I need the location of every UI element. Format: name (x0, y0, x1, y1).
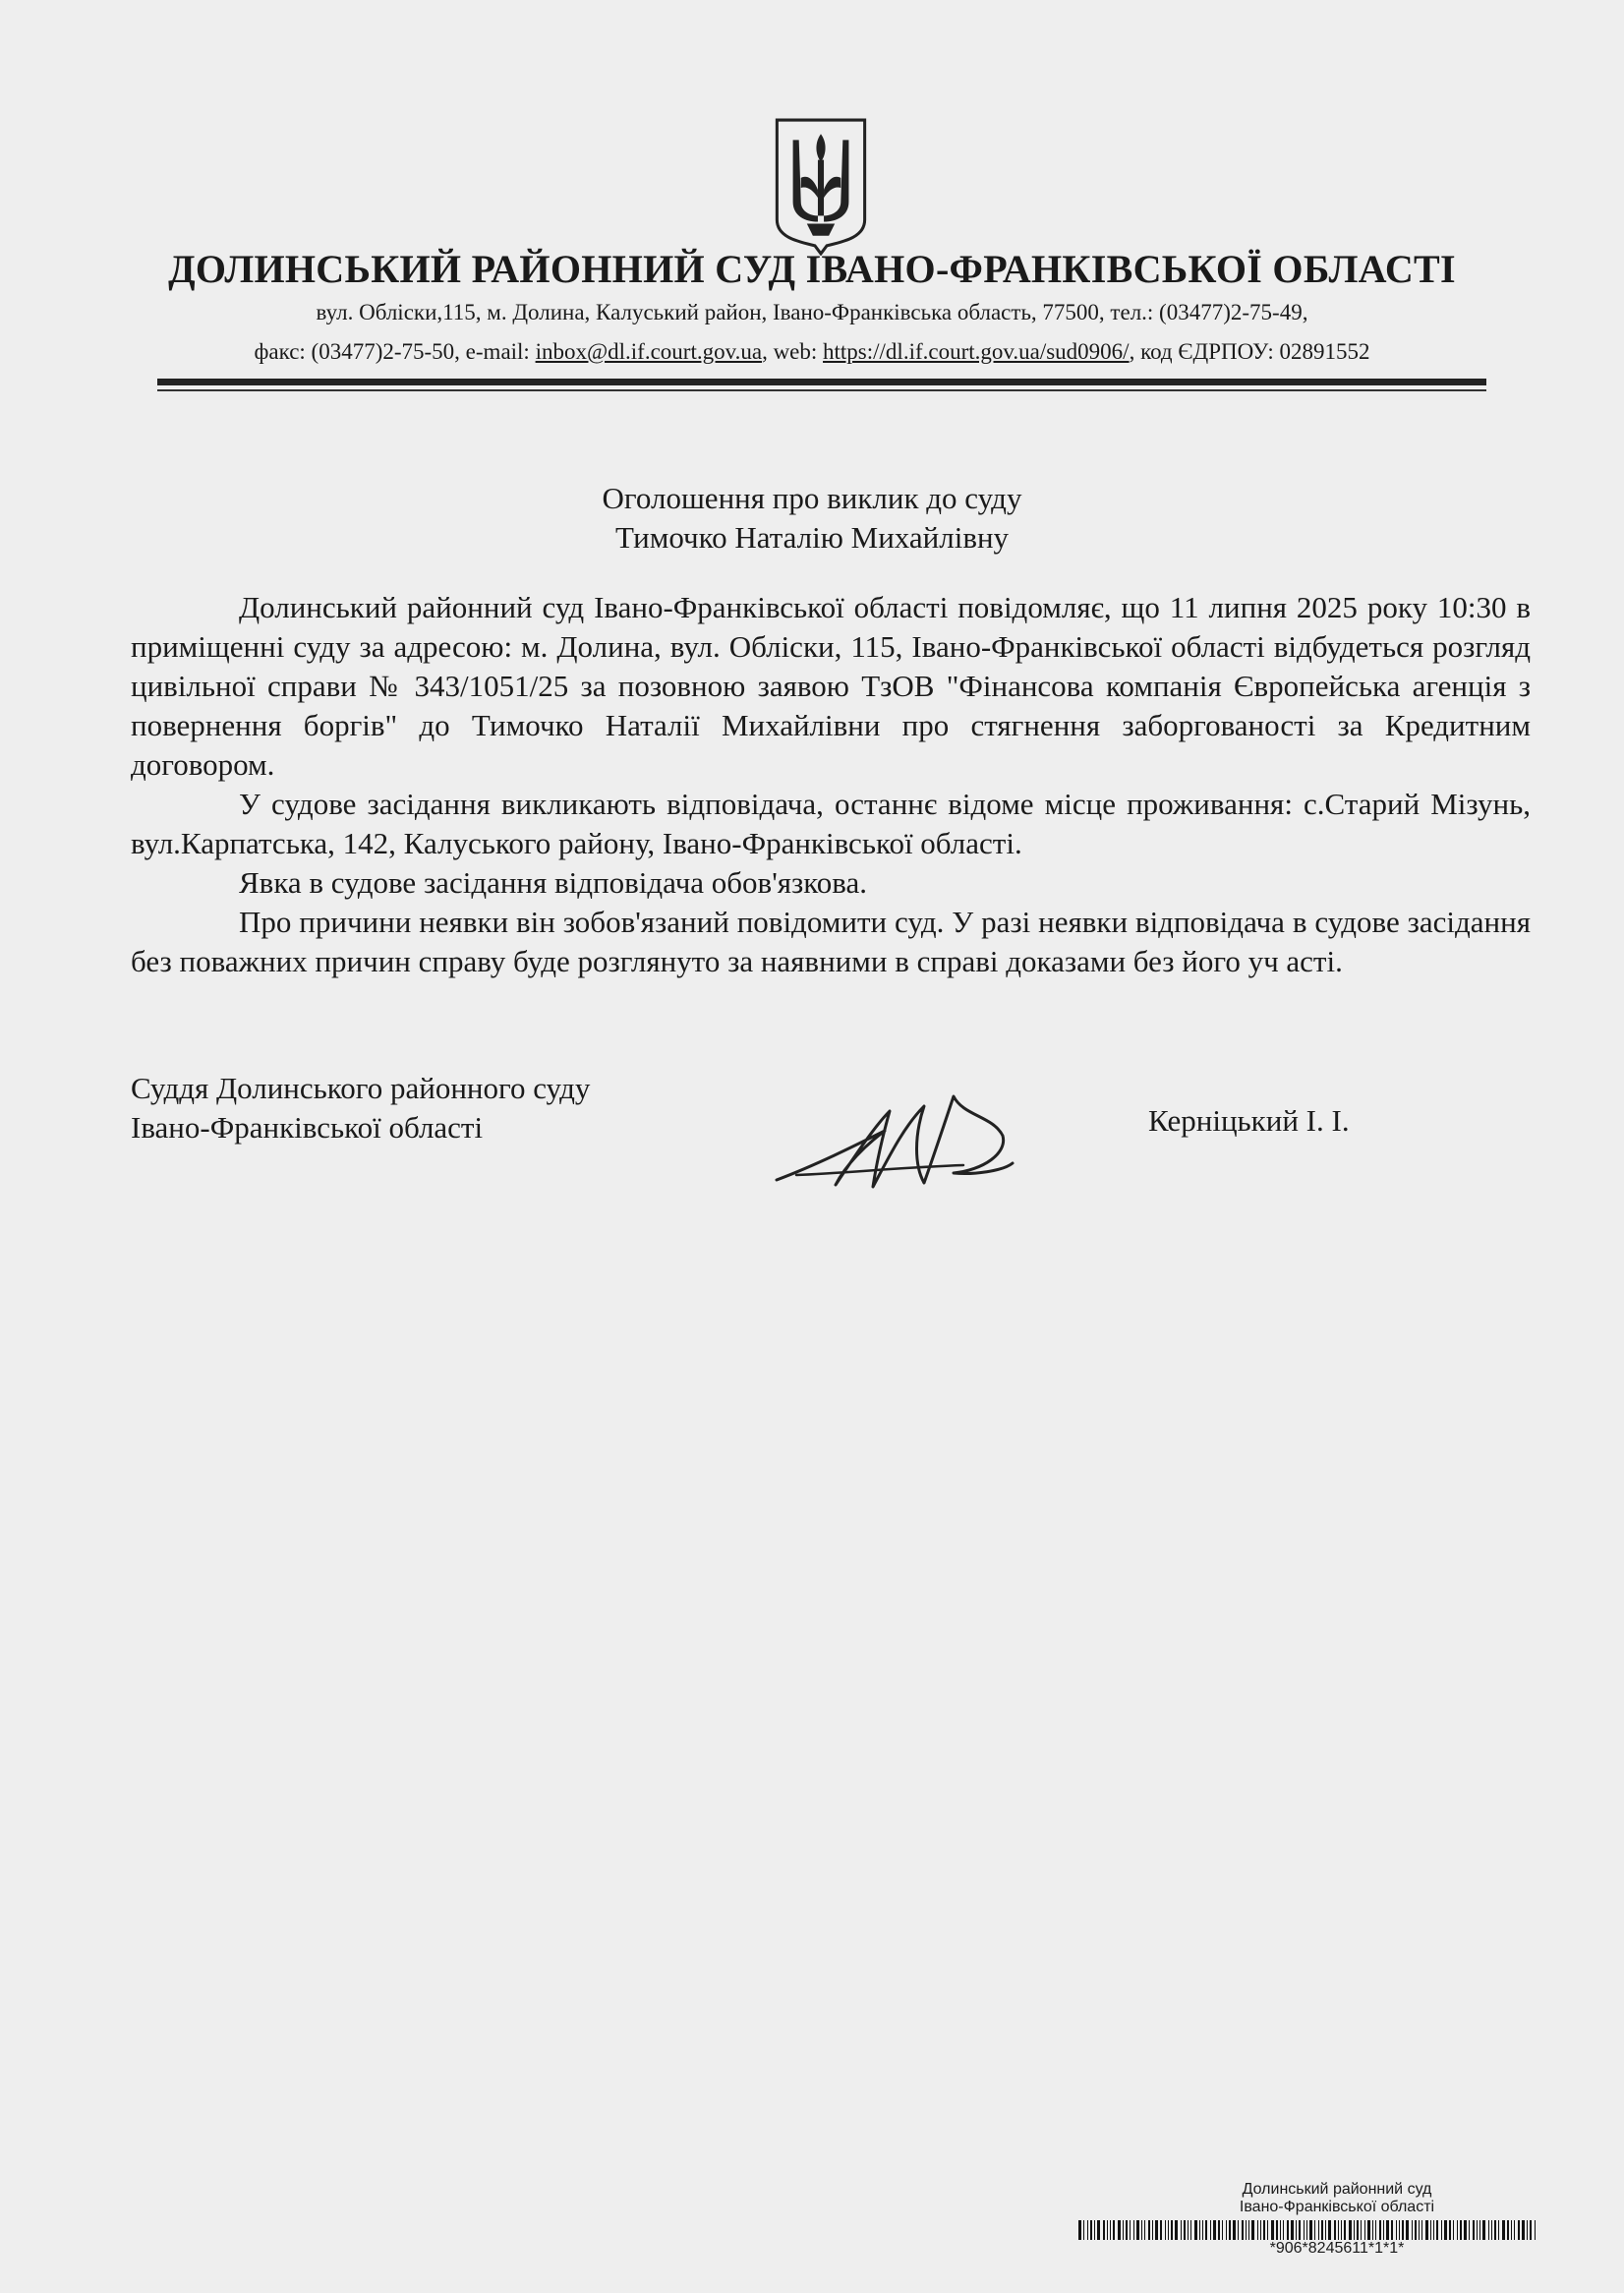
barcode-bar (1444, 2220, 1447, 2240)
barcode-bar (1251, 2220, 1254, 2240)
barcode-bar (1194, 2220, 1197, 2240)
barcode-bar (1226, 2220, 1227, 2240)
barcode-bar (1155, 2220, 1158, 2240)
barcode-bar (1218, 2220, 1220, 2240)
barcode-bar (1213, 2220, 1216, 2240)
barcode-bar (1441, 2220, 1442, 2240)
barcode-bar (1314, 2220, 1315, 2240)
barcode-bar (1460, 2220, 1462, 2240)
barcode-bar (1283, 2220, 1284, 2240)
barcode-bar (1113, 2220, 1115, 2240)
barcode-bar (1430, 2220, 1431, 2240)
barcode-bar (1210, 2220, 1211, 2240)
barcode-bar (1383, 2220, 1384, 2240)
barcode-bar (1103, 2220, 1105, 2240)
barcode-bar (1175, 2220, 1178, 2240)
barcode-bar (1287, 2220, 1289, 2240)
barcode-bar (1433, 2220, 1434, 2240)
barcode-bar (1123, 2220, 1124, 2240)
barcode-bar (1349, 2220, 1352, 2240)
barcode-bar (1488, 2220, 1489, 2240)
barcode-bar (1507, 2220, 1509, 2240)
judge-title-line: Суддя Долинського районного суду (131, 1071, 591, 1105)
barcode-bar (1449, 2220, 1451, 2240)
barcode-bar (1107, 2220, 1108, 2240)
judge-name: Керніцький І. І. (1148, 1103, 1350, 1138)
barcode-bar (1087, 2220, 1088, 2240)
barcode-bar (1083, 2220, 1084, 2240)
barcode-bar (1514, 2220, 1515, 2240)
barcode-bar (1357, 2220, 1359, 2240)
barcode-bar (1421, 2220, 1422, 2240)
notice-body (131, 588, 1531, 981)
notice-addressee: Тимочко Наталію Михайлівну (614, 520, 1010, 555)
barcode-bar (1306, 2220, 1307, 2240)
barcode-bar (1184, 2220, 1186, 2240)
barcode-bar (1263, 2220, 1265, 2240)
barcode-number: *906*8245611*1*1* (1269, 2240, 1405, 2257)
barcode-bar (1406, 2220, 1409, 2240)
edrpou-code: , код ЄДРПОУ: 02891552 (1129, 339, 1370, 364)
barcode-bar (1464, 2220, 1467, 2240)
barcode-bar (1535, 2220, 1536, 2240)
website-link[interactable]: https://dl.if.court.gov.ua/sud0906/ (823, 339, 1130, 364)
barcode-bar (1419, 2220, 1420, 2240)
barcode-bar (1415, 2220, 1417, 2240)
barcode-bar (1181, 2220, 1182, 2240)
notice-title: Оголошення про виклик до суду (602, 481, 1022, 515)
barcode-bar (1518, 2220, 1520, 2240)
barcode-bar (1248, 2220, 1249, 2240)
barcode-bar (1341, 2220, 1342, 2240)
barcode-bar (1090, 2220, 1092, 2240)
barcode-bar (1168, 2220, 1169, 2240)
barcode-bar (1412, 2220, 1413, 2240)
barcode-bar (1094, 2220, 1095, 2240)
trident-emblem-icon (771, 116, 871, 256)
barcode-bar (1260, 2220, 1261, 2240)
barcode-bar (1386, 2220, 1389, 2240)
barcode-bar (1318, 2220, 1319, 2240)
barcode-bar (1372, 2220, 1373, 2240)
barcode-bar (1199, 2220, 1200, 2240)
barcode-bar (1190, 2220, 1191, 2240)
barcode-bar (1276, 2220, 1278, 2240)
barcode-bar (1205, 2220, 1207, 2240)
barcode-bar (1367, 2220, 1370, 2240)
barcode-bar (1188, 2220, 1189, 2240)
barcode-bar (1097, 2220, 1100, 2240)
barcode-bar (1130, 2220, 1131, 2240)
barcode-bar (1238, 2220, 1239, 2240)
barcode-bar (1271, 2220, 1274, 2240)
notice-paragraph: Долинський районний суд Івано-Франківської області повідомляє, що 11 липня 2025 року 10:30 в приміщенні суду за адресою: м. Долина, вул. Обліски, 115, Івано-Франківської області відбудеться розгляд цивільної справи № 343/1051/25 за позовною заявою ТзОВ "Фінансова компанія Європейська агенція з повернення боргів" до Тимочко Наталії Михайлівни про стягнення заборгованості за Кредитним договором. (131, 590, 1531, 782)
barcode-bar (1160, 2220, 1162, 2240)
court-address: вул. Обліски,115, м. Долина, Калуський район, Івано-Франківська область, 77500, тел.: (03477)2-75-49, (316, 300, 1308, 324)
barcode-bar (1425, 2220, 1428, 2240)
barcode-bar (1361, 2220, 1362, 2240)
barcode-bar (1402, 2220, 1404, 2240)
barcode-bar (1296, 2220, 1297, 2240)
stamp-court-line: Івано-Франківської області (1239, 2199, 1435, 2215)
barcode-bar (1527, 2220, 1528, 2240)
barcode-bar (1126, 2220, 1128, 2240)
barcode-bar (1522, 2220, 1525, 2240)
barcode-bar (1469, 2220, 1470, 2240)
barcode-bar (1133, 2220, 1134, 2240)
notice-paragraph: У судове засідання викликають відповідача, останнє відоме місце проживання: с.Старий Мізунь, вул.Карпатська, 142, Калуського району, Івано-Франківської області. (131, 787, 1531, 860)
barcode-bar (1482, 2220, 1485, 2240)
barcode-bar (1321, 2220, 1323, 2240)
barcode-bar (1136, 2220, 1139, 2240)
judge-title-line: Івано-Франківської області (131, 1110, 484, 1145)
barcode-bar (1344, 2220, 1346, 2240)
notice-paragraph: Явка в судове засідання відповідача обов'язкова. (239, 865, 868, 900)
notice-paragraph: Про причини неявки він зобов'язаний повідомити суд. У разі неявки відповідача в судове засідання без поважних причин справу буде розглянуто за наявними в справі доказами без його уч асті. (131, 905, 1531, 978)
barcode-bar (1299, 2220, 1301, 2240)
barcode-bar (1141, 2220, 1142, 2240)
barcode-bar (1334, 2220, 1336, 2240)
barcode-bar (1453, 2220, 1454, 2240)
barcode-bar (1233, 2220, 1236, 2240)
barcode-bar (1152, 2220, 1153, 2240)
barcode-bar (1257, 2220, 1258, 2240)
barcode-bar (1479, 2220, 1480, 2240)
barcode-bar (1222, 2220, 1223, 2240)
barcode-bar (1280, 2220, 1281, 2240)
notice-heading (0, 479, 1624, 558)
stamp-court-line: Долинський районний суд (1242, 2181, 1432, 2198)
barcode-bar (1530, 2220, 1532, 2240)
barcode-bar (1148, 2220, 1150, 2240)
barcode-bar (1436, 2220, 1438, 2240)
barcode-bar (1491, 2220, 1492, 2240)
barcode-bar (1399, 2220, 1400, 2240)
barcode-bar (1229, 2220, 1231, 2240)
barcode-bar (1267, 2220, 1268, 2240)
barcode-bar (1118, 2220, 1121, 2240)
fax-label: факс: (03477)2-75-50, e-mail: (254, 339, 536, 364)
court-name: ДОЛИНСЬКИЙ РАЙОННИЙ СУД ІВАНО-ФРАНКІВСЬКОЇ ОБЛАСТІ (168, 247, 1456, 291)
judge-title (131, 1069, 590, 1147)
barcode-bar (1498, 2220, 1499, 2240)
barcode-bar (1494, 2220, 1496, 2240)
barcode-bar (1379, 2220, 1381, 2240)
barcode-bar (1328, 2220, 1331, 2240)
barcode-bar (1473, 2220, 1475, 2240)
barcode-bar (1165, 2220, 1166, 2240)
barcode-bar (1354, 2220, 1355, 2240)
barcode-bar (1325, 2220, 1326, 2240)
barcode-bar (1202, 2220, 1203, 2240)
barcode-bar (1338, 2220, 1339, 2240)
barcode-bar (1242, 2220, 1244, 2240)
barcode-bar (1304, 2220, 1305, 2240)
barcode-bar (1246, 2220, 1247, 2240)
barcode-bar (1375, 2220, 1376, 2240)
barcode-bar (1364, 2220, 1365, 2240)
email-link[interactable]: inbox@dl.if.court.gov.ua (535, 339, 763, 364)
header-divider-thin (157, 389, 1486, 391)
barcode-bar (1144, 2220, 1145, 2240)
barcode-bar (1511, 2220, 1512, 2240)
barcode-bar (1391, 2220, 1393, 2240)
barcode-bar (1078, 2220, 1081, 2240)
barcode-bar (1291, 2220, 1294, 2240)
web-label: , web: (762, 339, 824, 364)
barcode-bar (1110, 2220, 1111, 2240)
barcode-bar (1309, 2220, 1312, 2240)
header-divider-thick (157, 379, 1486, 385)
barcode-bar (1502, 2220, 1505, 2240)
court-contacts (0, 339, 1624, 365)
handwritten-signature (767, 1077, 1022, 1195)
barcode-bar (1396, 2220, 1397, 2240)
barcode-bar (1457, 2220, 1458, 2240)
barcode-bar (1171, 2220, 1173, 2240)
barcode (1078, 2220, 1538, 2240)
barcode-bar (1477, 2220, 1478, 2240)
